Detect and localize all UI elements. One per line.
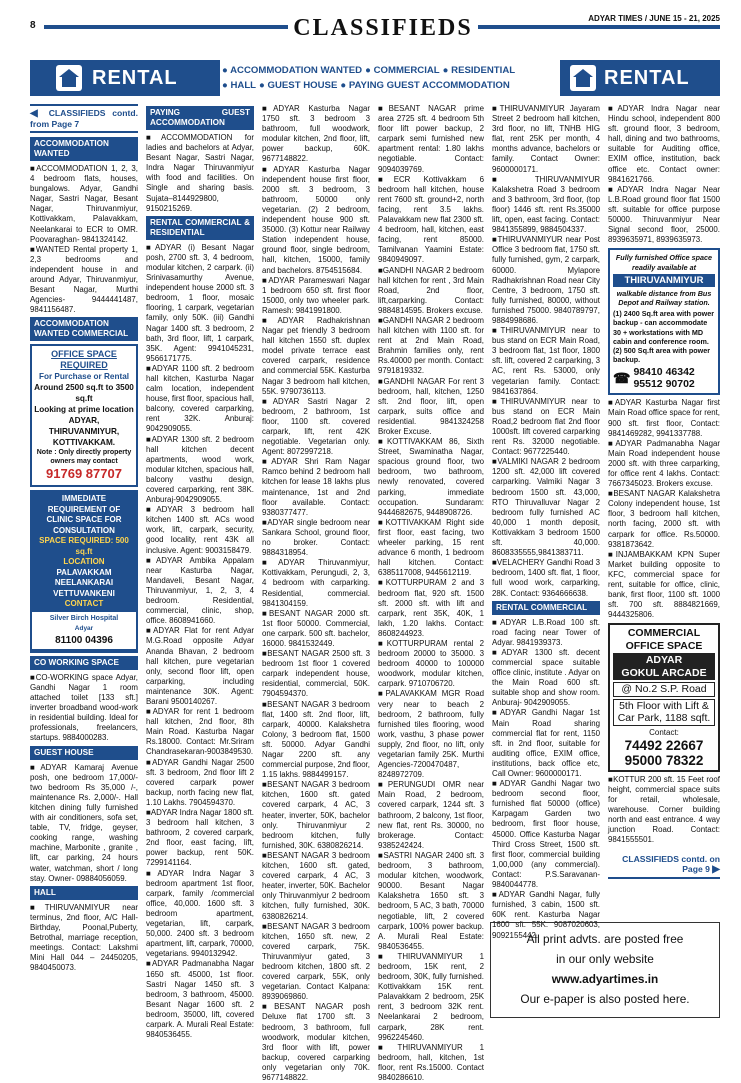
section-heading: RENTAL COMMERCIAL & RESIDENTIAL (146, 216, 254, 240)
column-1 (30, 104, 138, 973)
section-heading: RENTAL COMMERCIAL (492, 601, 600, 615)
display-ad-furnished-office: Fully furnished Office space readily available at THIRUVANMIYUR walkable distance from Bus Depot and Railway station. (1) 2400 Sq.ft area with power backup - can accommodate 30 + workstations with MD cabin and conference room. (2) 500 Sq.ft area with power backup. ☎ 98410 46342 95512 90702 (608, 248, 720, 395)
classified-ad: ■GANDHI NAGAR 2 bedroom hall kitchen for rent , 3rd Main Road, 2nd floor, lift,carparking. Contact: 9884814595. Brokers excuse. (378, 265, 484, 315)
section-band (30, 60, 720, 96)
paper-name: ADYAR TIMES (588, 14, 643, 23)
classified-ad: ■ECR Kottivakkam 6 bedroom hall kitchen, house rent 7600 sft. ground+2, north facing, rent 3.5 lakhs. Palavakkam new flat 2300 sft. 4 bedroom, hall, kitchen, east facing, rent 85000. Tamilvanan Yaamini Estate: 9840949097. (378, 174, 484, 265)
classified-ad: ■BESANT NAGAR 2000 sft. 1st floor 50000. Commercial, one carpark. 500 sft. bachelor, 16000. 9841532449. (262, 608, 370, 648)
classified-ad: ■KOTTIVAKKAM 86, Sixth Street, Swaminatha Nagar, spacious ground floor, two bedroom, two bathroom, newly renovated, covered parking, immediate occupation. Sundaram: 9444682675, 9448908726. (378, 437, 484, 517)
classified-ad: ■ADYAR Kamaraj Avenue posh, one bedroom 17,000/- two bedroom Rs 35,000 /-, maintenance Rs. 2,000/-. Hall kitchen dining fully furnished with air conditioners, sofa set, table, TV, fridge, geyser, cooking range, washing machine, Marbonite , granite , lift, car parking, 24 hours water, watchman, short / long stay. Owner- 09884056059. (30, 762, 138, 883)
classified-ad: ■GANDHI NAGAR 2 bedroom hall kitchen with 1100 sft. for rent at 2nd Main Road, Brahmin families only, rent Rs.40000 per month. Contact: 9791819332. (378, 315, 484, 376)
classified-ad: ■BESANT NAGAR 3 bedroom kitchen, 1650 sft. new, 2 covered carpark, 75K. Thiruvanmiyur gated, 3 bedroom kitchen, 1800 sft. 2 covered carpark, 55K, only vegetarian. Contact Kalpana: 8939069860. (262, 921, 370, 1002)
section-heading: HALL (30, 886, 138, 900)
classified-ad: ■PALAVAKKAM MGR Road very near to beach 2 bedroom, 2 bathroom, fully furnished tiles flooring, wood work, vasthu, 3 phase power supply, 2nd floor, no lift, only vegetarian family 25K. Murthi Agencies-7200470487, 8248972709. (378, 689, 484, 780)
classified-ad: ■ADYAR Kasturba Nagar 1750 sft. 3 bedroom 3 bathroom, full woodwork, modular kitchen, 2nd floor, lift, power backup, 60K. 9677148822. (262, 104, 370, 164)
classified-ad: ■KOTTURPURAM rental 2 bedroom 20000 to 35000. 3 bedroom 40000 to 100000 woodwork, modular kitchen, carpark. 9710706720. (378, 638, 484, 689)
section-heading: PAYING GUEST ACCOMMODATION (146, 106, 254, 130)
classified-ad: ■ADYAR Gandhi Nagar 2500 sft. 3 bedroom, 2nd floor lift 2 covered carpark power backup, north facing new flat, 1.10 Lakhs. 7904594370. (146, 757, 254, 807)
phone-icon: ☎ (613, 369, 631, 386)
classified-ad: ■THIRUVANMIYUR near terminus, 2nd floor, A/C Hall- Birthday, Poonal,Puberty, Betrothal, marriage reception, meetings. Contact: Lakshmi Mini Hall 044 – 24450205, 9840450073. (30, 902, 138, 973)
display-ad-office-space: OFFICE SPACE REQUIRED For Purchase or Rental Around 2500 sq.ft to 3500 sq.ft Looking at prime location ADYAR, THIRUVANMIYUR, KOTTIVAKKAM. Note : Only directly property owners may contact 91769 87707 (30, 344, 138, 487)
classified-ad: ■ADYAR Indra Nagar 1800 sft. 3 bedroom hall kitchen, 3 bathroom, 2 covered carpark, 2nd floor, east facing, lift, power backup, rent 50K. 7299141164. (146, 808, 254, 868)
continued-from: ◀ CLASSIFIEDS contd. from Page 7 (30, 104, 138, 133)
classified-ad: ■THIRUVANMIYUR near to bus stand on ECR Main Road,2 bedroom flat 2nd floor 1000sft. lift covered carparking rent Rs. 32000 negotiable. Contact: 9677225440. (492, 396, 600, 457)
page-header (30, 14, 720, 42)
section-heading: ACCOMMODATION WANTED (30, 137, 138, 161)
column-2 (146, 104, 254, 1040)
classified-ad: ■ACCOMMODATION 1, 2, 3, 4 bedroom flats, houses, bungalows. Adyar, Gandhi Nagar, Sastri Nagar, Besant Nagar, Thiruvanmiyur, Kottivakkam, Palavakkam, Neelankarai to ECR to OMR. Poovaraghan- 9841324142. (30, 164, 138, 244)
classified-ad: ■THIRUVANMIYUR Kalakshetra Road 3 bedroom and 3 bathroom, 3rd floor, (top floor) 1446 sft. rent Rs.35000 lift, open, east facing. Contact: 9841355899, 9884504337. (492, 174, 600, 235)
issue-info: ADYAR TIMES / JUNE 15 - 21, 2025 (582, 14, 720, 24)
classified-ad: ■ADYAR Padmanabha Nagar Main Road independent house 2000 sft. with three carparking, for office rent 4 lakhs. Contact: 7667345023. Brokers excuse. (608, 438, 720, 489)
classified-ad: ■ADYAR Ambika Appalam near Kasturba Nagar, Mandaveli, Besant Nagar, Thiruvanmiyur, 1, 2, 3, 4 bedroom. Residential, commercial, clinic, shop, office. 8608941660. (146, 555, 254, 626)
classified-ad: ■ADYAR Indra Nagar 3 bedroom apartment 1st floor, carpark, family /commercial office, 40,000. 1600 sft. 3 bedroom apartment, vegetarian, lift, carpark, 50,000. 2400 sft. 3 bedroom apartment, lift, carpark, 70000, vegetarians. 9940132942. (146, 868, 254, 959)
classified-ad: ■KOTTUR 200 sft. 15 Feet roof height, commercial space suits for retail, wholesale, warehouse. Corner building north and east entrance. 4 way junction Road. Contact: 9841555501. (608, 774, 720, 845)
classified-ad: ■KOTTIVAKKAM Right side first floor, east facing, two wheeler parking, 15 rent advance 6 month, 1 bedroom hall kitchen. Contact: 6385117008, 9445612119. (378, 517, 484, 578)
classified-ad: ■ADYAR for rent 1 bedroom hall kitchen, 2nd floor, 8th Main Road. Kasturba Nagar Rs.18000. Contact: Mr.Sriram Chandrasekaran-9003849530. (146, 707, 254, 757)
classified-ad: ■ADYAR (i) Besant Nagar posh, 2700 sft. 3, 4 bedroom, modular kitchen, 2 carpark. (ii) Srinivasamurthy Avenue, independent house 2000 sft. 3 bedroom, 1 floor, mosaic flooring, 1 carpark, vegetarian family, only 50K. (iii) Gandhi Nagar 1400 sft. 3 bedroom, 2 bath, 3rd floor, lift, 1 carpark, 35K. Agent: 9941045231, 9566171775. (146, 242, 254, 363)
classified-ad: ■CO-WORKING space Adyar, Gandhi Nagar 1 room attached toilet [133 sft.] inverter broadband wood-work in residential building. Ideal for professionals, freelancers, startups. 9884000283. (30, 672, 138, 743)
classified-ad: ■ADYAR Kasturba Nagar independent house first floor, 2000 sft. 3 bedroom, 3 bathroom, 50000 only vegetarian. (2) 2 bedroom, independent house 900 sft. 35000. (3) Kottur near Railway Station independent house, ground floor, single bedroom, hall, kitchen, 15000, family and bachelors. 8754515684. (262, 164, 370, 275)
classified-ad: ■ADYAR Flat for rent Adyar M.G.Road opposite Adyar Ananda Bhavan, 2 bedroom hall kitchen, pure vegetarian only, second floor lift, open carparking, including maintenance 30K. Agent: Barani 9500140267. (146, 626, 254, 706)
classified-ad: ■ADYAR Indra Nagar near Hindu school, independent 800 sft. ground floor, 3 bedroom, hall, dining and two bathrooms, suitable for Auditing office, EXIM office, institution, back office etc. Contact owner: 9841621766. (608, 104, 720, 184)
rental-label-right: RENTAL (560, 60, 720, 96)
classified-ad: ■BESANT NAGAR 3 bedroom kitchen, 1600 sft. gated covered carpark, 4 AC, 3 heater, inverter, 50K, bachelor only. Thiruvanmiyur 2 bedroom kitchen, fully furnished, 30K. 6380826214. (262, 780, 370, 850)
classified-ad: ■ADYAR Gandhi Nagar two bedroom second floor, furnished flat 50000 (office) Karpagam Garden two bedroom, first floor house, 45000. Office Kasturba Nagar Third Cross Street, 1500 sft. first floor, commercial building 1,00,000 (any commercial). Contact: P.S.Saravanan-9840044778. (492, 779, 600, 890)
classified-ad: ■ADYAR L.B.Road 100 sft. road facing near Tower of Adyar. 9841939373. (492, 617, 600, 647)
house-icon (570, 65, 596, 91)
classified-ad: ■ADYAR Kasturba Nagar first Main Road office space for rent, 900 sft. first floor, Contact: 9841469282, 9941337788. (608, 398, 720, 438)
classified-ad: ■THIRUVANMIYUR 1 bedroom, hall, kitchen, 1st floor, rent Rs.15000. Contact 9840286610. (378, 1042, 484, 1082)
classified-ad: ■BESANT NAGAR posh Deluxe flat 1700 sft. 3 bedroom, 3 bathroom, full woodwork, modular kitchen, 3rd floor with lift, power backup, covered carparking only vegetarian only 70K. 9677148822. (262, 1002, 370, 1082)
column-4 (378, 104, 484, 1083)
classified-ad: ■ADYAR Shri Ram Nagar Ramco behind 2 bedroom hall kitchen for lease 18 lakhs plus maintenance, 1st and 2nd floor available. Contact: 9380377477. (262, 457, 370, 517)
classified-ad: ■ADYAR Padmanabha Nagar 1650 sft. 45000, 1st floor. Sastri Nagar 1450 sft. 3 bedroom, 3 bathroom, 45000. Besant Nagar 1600 sft. 2 bedroom, 35000, lift, covered carpark. A. Murali Real Estate: 9840536455. (146, 959, 254, 1040)
display-ad-clinic-space: IMMEDIATE REQUIREMENT OF CLINIC SPACE FOR CONSULTATION SPACE REQUIRED: 500 sq.ft LOCATION PALAVAKKAM NEELANKARAI VETTUVANKENI CONTACT Silver Birch Hospital Adyar 81100 04396 (30, 490, 138, 653)
classified-ad: ■KOTTURPURAM 2 and 3 bedroom flat, 920 sft. 1500 sft. 2000 sft. with lift and carpark, rent 35K, 40K, 1 lakh, 1.20 lakhs. Contact: 8608244923. (378, 578, 484, 638)
column-6 (608, 104, 720, 879)
column-3 (262, 104, 370, 1083)
classified-ad: ■BESANT NAGAR 3 bedroom kitchen, 1600 sft. gated, covered carpark, 4 AC, 3 heater, inverter, 50K. Bachelor only Thiruvanmiyur 2 bedroom kitchen, fully furnished, 30K. 6380826214. (262, 850, 370, 921)
classified-ad: ■ACCOMMODATION for ladies and bachelors at Adyar, Besant Nagar, Sastri Nagar, Indra Nagar Thiruvanmiyur with food and facilities. On Single and sharing basis. Sujata–8144929800, 9150215269. (146, 133, 254, 213)
classified-ad: ■ADYAR Parameswari Nagar 1 bedroom 650 sft. first floor 15000, only two wheeler park. Ramesh: 9841991800. (262, 275, 370, 315)
issue-date: JUNE 15 - 21, 2025 (649, 14, 720, 23)
section-heading: GUEST HOUSE (30, 746, 138, 760)
page-title: CLASSIFIEDS (288, 14, 478, 42)
classified-ad: ■PERUNGUDI OMR near Main Road, 2 bedroom, covered carpark, 1244 sft. 3 bathroom, 2 balcony, 1st floor, new flat, rent Rs. 30000, no brokerage. Contact: 9385242424. (378, 780, 484, 850)
classified-ad: ■ADYAR 1300 sft. 2 bedroom hall kitchen decent apartments, wood work, modular kitchen, spacious hall, balcony vasthu design, covered carparking, rent 38K. Anburaj-9042909055. (146, 434, 254, 505)
classified-ad: ■ADYAR 1300 sft. decent commercial space suitable office clinic, institute . Adyar on the Main Road 600 sft. suitable shop and show room. Anburaj- 9042909055. (492, 647, 600, 708)
classified-ad: ■ADYAR Thiruvanmiyur, Kottivakkam, Perungudi, 2, 3, 4 bedroom with carparking. Residential, commercial. 9841304159. (262, 558, 370, 608)
classified-ad: ■ADYAR Indra Nagar Near L.B.Road ground floor flat 1500 sft. suitable for office purpose 50000. Thiruvanmiyur Near Signal second floor, 25000. 8939635971, 8939635973. (608, 184, 720, 245)
classified-ad: ■INJAMBAKKAM KPN Super Market building opposite to KFC, commercial space for rent, suitable for office, clinic, bank, first floor, 1100 sft. 1000 sft. 700 sft. 8884821669, 9444325806. (608, 549, 720, 620)
classified-ad: ■ADYAR Gandhi Nagar 1st Main Road sharing commercial flat for rent, 1150 sft. in 2nd floor, suitable for auditing office, EXIM office, institutions, back office etc, Call Owner: 9600000171. (492, 708, 600, 778)
classified-ad: ■BESANT NAGAR Kalakshetra Colony independent house, 1st floor, 3 bedroom hall kitchen, north facing, 2000 sft. with carpark for office. Rs.50000. 9381873642. (608, 489, 720, 549)
classified-ad: ■THIRUVANMIYUR near Post Office 3 bedroom flat, 1750 sft. fully furnished, gym, 2 carpark, 60000. Mylapore Radhakrishnan Road near City Centre, 3 bedroom, 1750 sft. fully furnished, 80000, without furnished 75000. 9840789797, 9884998686. (492, 235, 600, 325)
classified-ad: ■GANDHI NAGAR For rent 3 bedroom, hall, kitchen, 1250 sft. 2nd floor, lift, open carpark, suits office and residential. 9841324258 Broker Excuse. (378, 376, 484, 436)
column-5 (492, 104, 600, 941)
classified-ad: ■BESANT NAGAR prime area 2725 sft. 4 bedroom 5th floor lift power backup, 2 carpark semi furnished new apartment rental: 1.80 lakhs negotiable. Contact: 9094039769. (378, 104, 484, 174)
classified-ad: ■WANTED Rental property 1, 2,3 bedrooms and independent house in and around Adyar, Thiruvanmiyur, Besant Nagar, Murthi Agencies- 9444441487, 9841156487. (30, 244, 138, 315)
classified-ad: ■SASTRI NAGAR 2400 sft. 3 bedroom, 3 bathroom, modular kitchen, woodwork, 90000. Besant Nagar Kalakshetra 1650 sft. 3 bedroom, 5 AC, 3 bath, 70000 negotiable, lift, 2 covered carpark, 100% power backup. A. Murali Real Estate: 9840536455. (378, 850, 484, 951)
website-link[interactable]: www.adyartimes.in (551, 972, 659, 986)
classified-ad: ■BESANT NAGAR 2500 sft. 3 bedroom 1st floor 1 covered carpark independent house, residential, commercial, 50K. 7904594370. (262, 649, 370, 699)
classified-ad: ■ADYAR single bedroom near Sankara School, ground floor, no broker. Contact: 9884318954. (262, 517, 370, 558)
classified-ad: ■VELACHERY Gandhi Road 3 bedroom, 1400 sft. flat, 1 floor, full wood work, carparking, 28K. Contact: 9364666638. (492, 558, 600, 598)
classified-ad: ■THIRUVANMIYUR 1 bedroom, 15K rent, 2 bedroom, 30K, fully furnished. Kottivakkam 15K rent. Palavakkam 2 bedroom, 25K rent, 3 bedroom 32K rent. Neelankarai 2 bedroom, carpark, 28K rent. 9962245460. (378, 951, 484, 1042)
display-ad-gokul-arcade: COMMERCIAL OFFICE SPACE ADYAR GOKUL ARCADE @ No.2 S.P. Road 5th Floor with Lift & Car Park, 1188 sqft. Contact: 74492 22667 95000 78322 (608, 623, 720, 772)
page-number: 8 (30, 20, 36, 31)
rental-label-left: RENTAL (30, 60, 220, 96)
website-notice: All print advts. are posted free in our only website www.adyartimes.in Our e-paper is also posted here. (490, 922, 720, 1018)
category-list: ● ACCOMMODATION WANTED ● COMMERCIAL ● RESIDENTIAL ● HALL ● GUEST HOUSE ● PAYING GUEST ACCOMMODATION (222, 65, 516, 91)
classified-ad: ■ADYAR 3 bedroom hall kitchen 1400 sft. ACs wood work, lift, carpark, security, good locality, rent 43K all inclusive. Agent: 9003158479. (146, 505, 254, 555)
classified-ad: ■THIRUVANMIYUR near to bus stand on ECR Main Road, 3 bedroom flat, 1st floor, 1800 sft. lift, covered 2 carparking, 3 AC, rent Rs. 53000, only vegetarian family. Contact: 9841637864. (492, 326, 600, 396)
classified-ad: ■THIRUVANMIYUR Jayaram Street 2 bedroom hall kitchen, 3rd floor, no lift, TNHB HIG flat, rent 25K per month, 4 months advance, bachelors or family. Contact Owner: 9600000171. (492, 104, 600, 174)
classified-ad: ■ADYAR Sastri Nagar 2 bedroom, 2 bathroom, 1st floor, 1100 sft. covered carpark, lift, rent 42K negotiable. Vegetarian only. Agent: 8072997218. (262, 396, 370, 457)
classified-ad: ■VALMIKI NAGAR 2 bedroom 1200 sft. 42,000 lift covered carparking. Valmiki Nagar 3 bedroom 1500 sft. 43,000, RTO Thiruvalluvar Nagar 2 bedroom fully furnished AC 40,000 1 month deposit, Kottivakkam 3 bedroom 1500 sft. 40,000. 8608335555,9841383711. (492, 457, 600, 558)
classified-ad: ■BESANT NAGAR 3 bedroom flat, 1400 sft. 2nd floor, lift, carpark, 40000. Kalakshetra Colony, 3 bedroom flat, 1500 sft. 50000. Adyar Gandhi Nagar 2200 sft. any commercial purpose, 2nd floor, 1.15 lakhs. 9884499157. (262, 699, 370, 780)
continued-on: CLASSIFIEDS contd. on Page 9 ▶ (608, 852, 720, 879)
classified-ad: ■ADYAR 1100 sft. 2 bedroom hall kitchen, Kasturba Nagar calm location, independent house, first floor, spacious hall, balcony, covered carparking, rent 32K. Anburaj: 9042909055. (146, 363, 254, 434)
section-heading: ACCOMMODATION WANTED COMMERCIAL (30, 317, 138, 341)
classified-ad: ■ADYAR Gandhi Nagar, fully furnished, 3 cabin, 1500 sft. 60K rent. Kasturba Nagar 1600 sft. 55K. 9087020603, 9092155442. (492, 890, 600, 940)
house-icon (56, 65, 82, 91)
classified-ad: ■ADYAR Radhakrishnan Nagar pet friendly 3 bedroom hall kitchen 1550 sft. duplex model private terrace east covered carpark, residence and commercial 55K. Kasturba Nagar 3 bedroom hall kitchen, 55K. 9790736113. (262, 315, 370, 396)
section-heading: CO WORKING SPACE (30, 656, 138, 670)
